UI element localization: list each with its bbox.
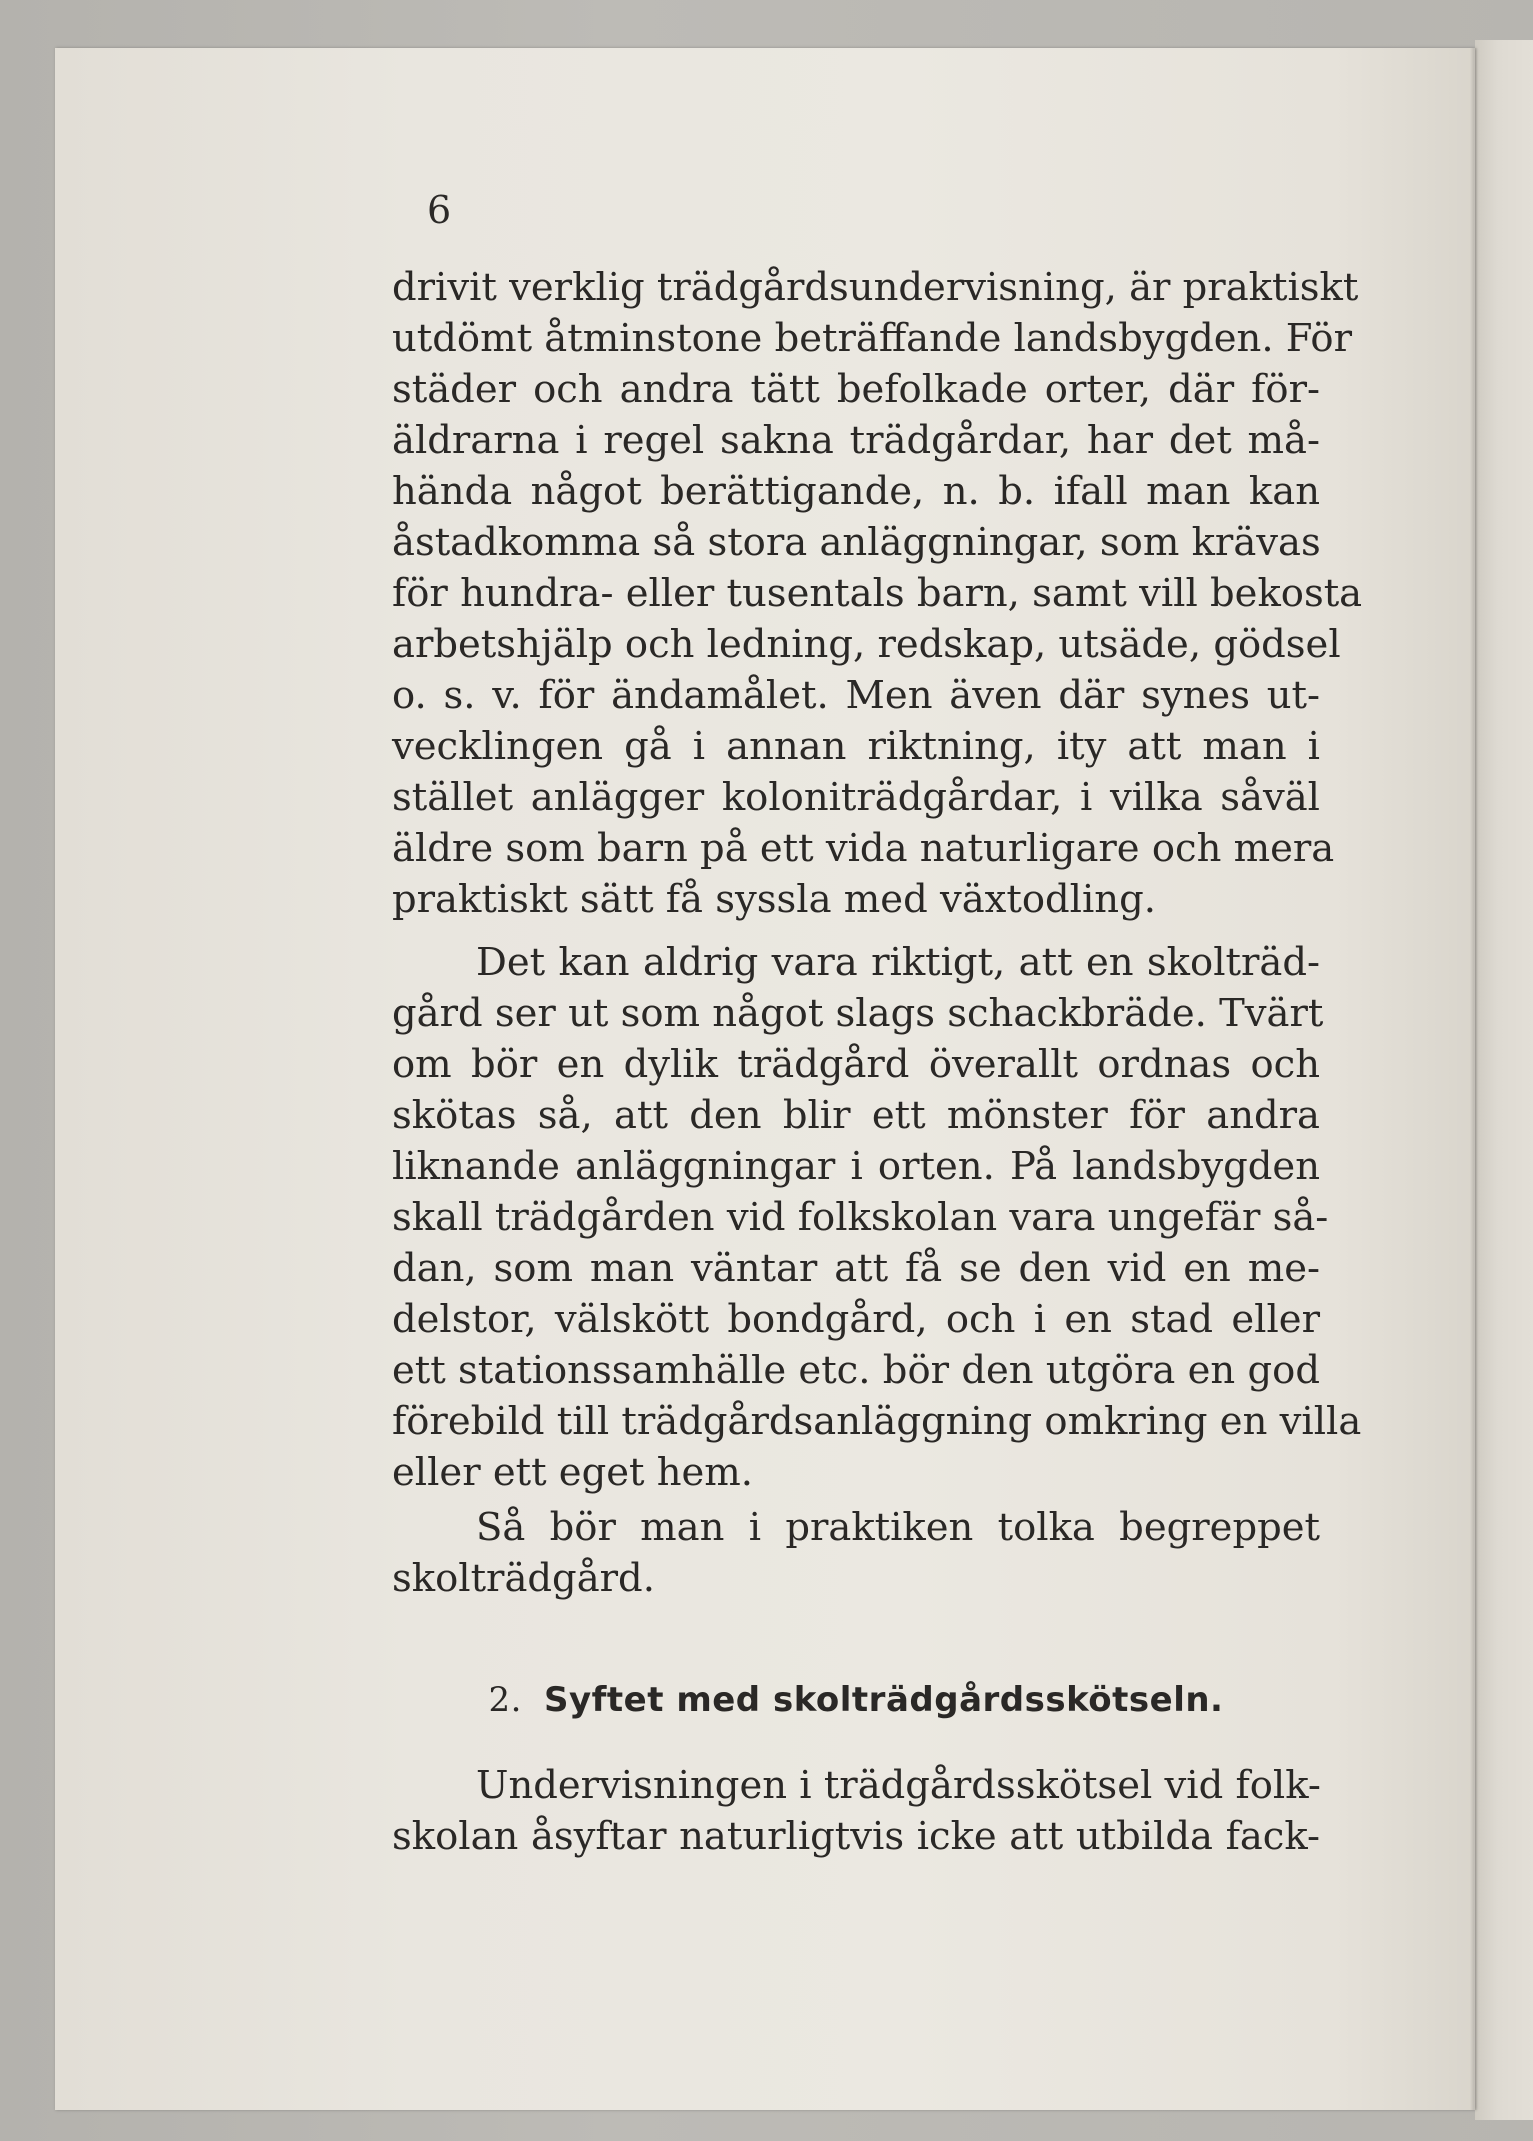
text-line: eller ett eget hem. <box>392 1450 754 1495</box>
text-line: skolan åsyftar naturligtvis icke att utbilda fack- <box>392 1814 1320 1859</box>
paragraph-4 <box>392 1760 1320 1862</box>
section-number: 2. <box>488 1680 522 1720</box>
text-line: arbetshjälp och ledning, redskap, utsäde, gödsel <box>392 622 1341 667</box>
text-line: skolträdgård. <box>392 1556 655 1601</box>
text-line: dan, som man väntar att få se den vid en me- <box>392 1246 1320 1291</box>
text-line: vecklingen gå i annan riktning, ity att man i <box>392 724 1320 769</box>
text-line: för hundra- eller tusentals barn, samt vill bekosta <box>392 571 1363 616</box>
section-title: Syftet med skolträdgårdsskötseln. <box>543 1680 1224 1720</box>
paragraph-2 <box>392 937 1362 1498</box>
section-heading <box>392 1680 1320 1720</box>
text-line: Så bör man i praktiken tolka begreppet <box>476 1505 1320 1550</box>
text-line: delstor, välskött bondgård, och i en stad eller <box>392 1297 1320 1342</box>
adjacent-page-edge <box>1475 40 1533 2120</box>
text-line: skall trädgården vid folkskolan vara ungefär så- <box>392 1195 1329 1240</box>
text-line: förebild till trädgårdsanläggning omkring en villa <box>392 1399 1362 1444</box>
text-line: äldre som barn på ett vida naturligare och mera <box>392 826 1335 871</box>
text-line: skötas så, att den blir ett mönster för andra <box>392 1093 1320 1138</box>
text-line: utdömt åtminstone beträffande landsbygden. För <box>392 316 1352 361</box>
text-line: liknande anläggningar i orten. På landsbygden <box>392 1144 1320 1189</box>
text-line: ett stationssamhälle etc. bör den utgöra en god <box>392 1348 1320 1393</box>
text-line: praktiskt sätt få syssla med växtodling. <box>392 877 1156 922</box>
text-line: äldrarna i regel sakna trädgårdar, har det må- <box>392 418 1320 463</box>
text-line: stället anlägger koloniträdgårdar, i vilka såväl <box>392 775 1320 820</box>
text-line: drivit verklig trädgårdsundervisning, är praktiskt <box>392 265 1359 310</box>
paragraph-1 <box>392 262 1363 925</box>
text-line: gård ser ut som något slags schackbräde. Tvärt <box>392 991 1324 1036</box>
page-fold-shadow <box>1470 48 1478 2110</box>
paragraph-3 <box>392 1502 1320 1604</box>
page-number: 6 <box>427 188 452 232</box>
text-line: o. s. v. för ändamålet. Men även där synes ut- <box>392 673 1320 718</box>
text-line: om bör en dylik trädgård överallt ordnas och <box>392 1042 1320 1087</box>
text-line: Undervisningen i trädgårdsskötsel vid folk- <box>476 1763 1321 1808</box>
text-line: åstadkomma så stora anläggningar, som krävas <box>392 520 1321 565</box>
text-line: Det kan aldrig vara riktigt, att en skolträd- <box>476 940 1320 985</box>
text-line: städer och andra tätt befolkade orter, där för- <box>392 367 1320 412</box>
text-line: hända något berättigande, n. b. ifall man kan <box>392 469 1320 514</box>
